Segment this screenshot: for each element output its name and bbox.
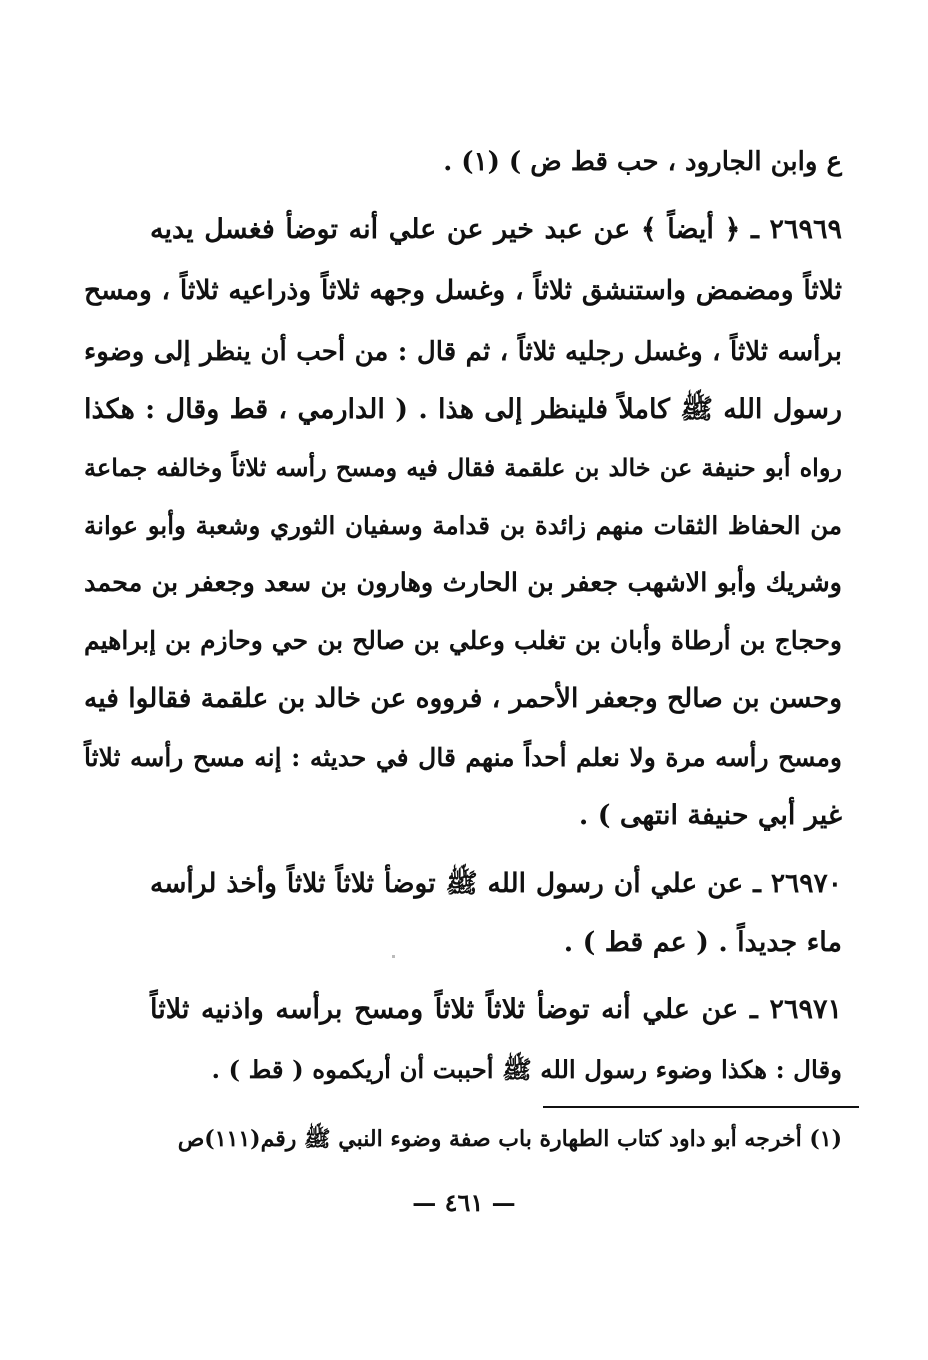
footnote-separator [543,1106,859,1108]
hadith-26969-line-9: وحسن بن صالح وجعفر الأحمر ، فرووه عن خالد بن علقمة فقالوا فيه [84,683,842,714]
hadith-26969-line-3: برأسه ثلاثاً ، وغسل رجليه ثلاثاً ، ثم قال : من أحب أن ينظر إلى وضوء [84,337,842,367]
hadith-26970-line-1: ٢٦٩٧٠ ـ عن علي أن رسول الله ﷺ توضأ ثلاثاً ثلاثاً وأخذ لرأسه [150,868,842,899]
hadith-26969-line-10: ومسح رأسه مرة ولا نعلم أحداً منهم قال في حديثه : إنه مسح رأسه ثلاثاً [84,743,842,772]
hadith-26969-line-4: رسول الله ﷺ كاملاً فلينظر إلى هذا . ( الدارمي ، قط وقال : هكذا [84,394,842,425]
scan-speck [392,955,395,958]
hadith-26969-line-7: وشريك وأبو الاشهب جعفر بن الحارث وهارون بن سعد وجعفر بن محمد [84,568,842,598]
hadith-26969-line-1: ٢٦٩٦٩ ـ ﴿ أيضاً ﴾ عن عبد خير عن علي أنه توضأ فغسل يديه [150,214,842,245]
footnote: (١) أخرجه أبو داود كتاب الطهارة باب صفة وضوء النبي ﷺ رقم(١١١)ص [177,1126,842,1152]
hadith-26969-line-5: رواه أبو حنيفة عن خالد بن علقمة فقال فيه ومسح رأسه ثلاثاً وخالفه جماعة [84,453,842,482]
hadith-26969-line-8: وحجاج بن أرطاة وأبان بن تغلب وعلي بن صالح بن حي وحازم بن إبراهيم [84,626,842,655]
hadith-26971-line-1: ٢٦٩٧١ ـ عن علي أنه توضأ ثلاثاً ثلاثاً ومسح برأسه واذنيه ثلاثاً [150,994,842,1025]
hadith-26969-line-2: ثلاثاً ومضمض واستنشق ثلاثاً ، وغسل وجهه ثلاثاً وذراعيه ثلاثاً ، ومسح [84,275,842,306]
hadith-26969-line-11: غير أبي حنيفة انتهى ) . [578,800,842,831]
page-number: — ٤٦١ — [412,1188,516,1217]
hadith-26970-line-2: ماء جديداً . ( عم قط ) . [563,927,842,958]
hadith-26969-line-6: من الحفاظ الثقات منهم زائدة بن قدامة وسفيان الثوري وشعبة وأبو عوانة [84,511,842,540]
text-line-1: ع وابن الجارود ، حب قط ض ) (١) . [443,147,842,177]
hadith-26971-line-2: وقال : هكذا وضوء رسول الله ﷺ أحببت أن أريكموه ( قط ) . [211,1055,842,1084]
